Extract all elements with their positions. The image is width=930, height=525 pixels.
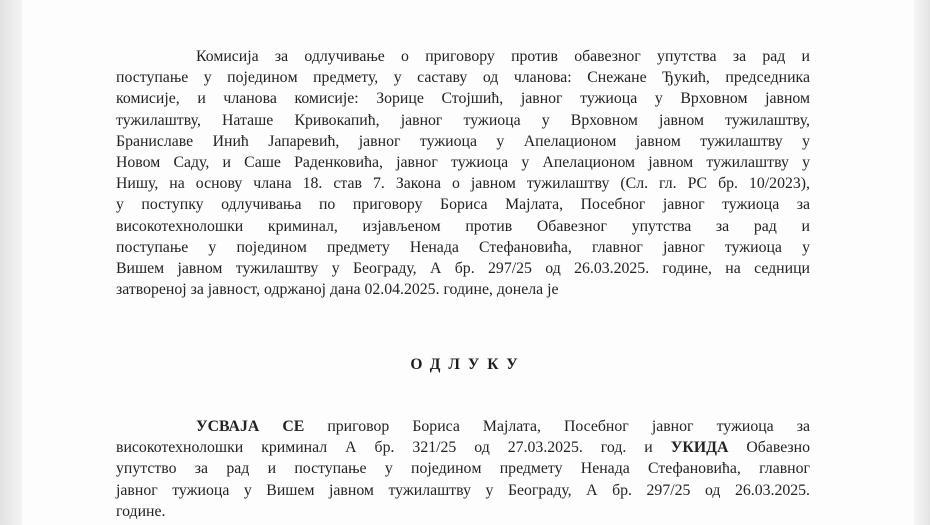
decision-paragraph	[116, 416, 810, 522]
decision-line: године.	[116, 502, 166, 520]
intro-line: високотехнолошки криминал, изјављеном против Обавезног упутства за рад и	[116, 217, 810, 235]
decision-line-text: приговор Бориса Мајлата, Посебног јавног тужиоца за	[304, 418, 810, 435]
decision-verdict-accept: УСВАЈА СЕ	[196, 418, 305, 435]
intro-line: Нишу, на основу члана 18. став 7. Закона о јавном тужилаштву (Сл. гл. РС бр. 10/2023),	[116, 175, 810, 193]
intro-line: Браниславе Инић Јапаревић, јавног тужиоца у Апелационом јавном тужилаштву у	[116, 132, 810, 150]
decision-heading: ОДЛУКУ	[410, 356, 526, 373]
decision-line: упутство за рад и поступање у појединoм предмету Ненада Стефановића, главног	[116, 460, 810, 478]
intro-line: Комисија за одлучивање о приговору против обавезног упутства за рад и	[196, 48, 810, 65]
intro-paragraph	[116, 46, 810, 300]
intro-line: комисије, и чланова комисије: Зорице Стојшић, јавног тужиоца у Врховном јавном	[116, 90, 810, 108]
intro-line: тужилаштву, Наташе Кривокапић, јавног тужиоца у Врховном јавном тужилаштву,	[116, 111, 810, 129]
decision-verdict-annul: УКИДА	[670, 439, 729, 457]
decision-line	[116, 416, 810, 437]
decision-line: јавног тужиоца у Вишем јавном тужилаштву у Београду, А бр. 297/25 од 26.03.2025.	[116, 481, 810, 499]
intro-line: Новом Саду, и Саше Раденковића, јавног тужиоца у Апелационом јавном тужилаштву у	[116, 154, 810, 172]
decision-line	[116, 437, 810, 458]
document-page	[22, 0, 914, 525]
decision-line-text: високотехнолошки криминал А бр. 321/25 од 27.03.2025. год. и	[116, 439, 671, 457]
scan-edge-left	[0, 0, 22, 525]
intro-line: поступање у појединoм предмету Ненада Стефановића, главног јавног тужиоца у	[116, 238, 810, 256]
decision-line-text: Обавезно	[728, 439, 811, 457]
intro-line: Вишем јавном тужилаштву у Београду, А бр. 297/25 од 26.03.2025. године, на седници	[116, 260, 810, 278]
intro-line: поступање у појединoм предмету, у саставу од чланова: Снежане Ђукић, председника	[116, 69, 810, 87]
intro-line: затвореној за јавност, одржаној дана 02.04.2025. године, донела је	[116, 281, 559, 299]
scan-edge-right	[914, 0, 930, 525]
intro-line: у поступку одлучивања по приговору Бориса Мајлата, Посебног јавног тужиоца за	[116, 196, 810, 214]
